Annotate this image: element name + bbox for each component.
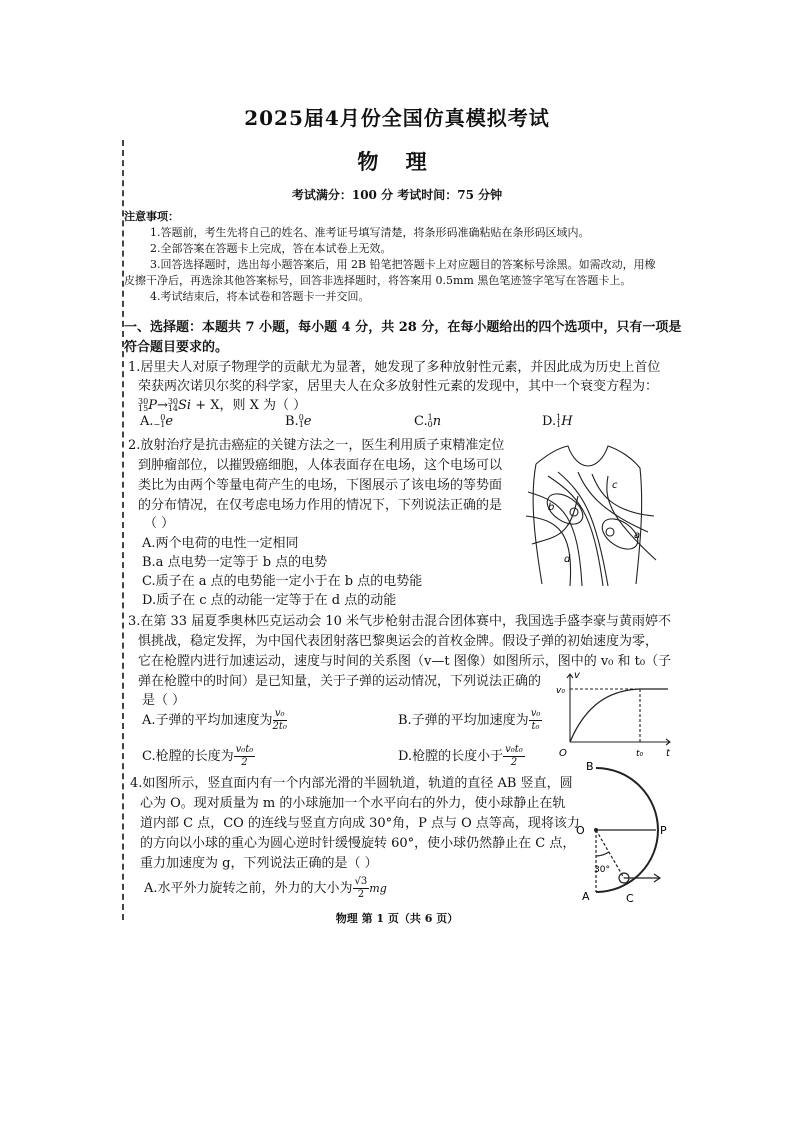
q3-stem: 惧挑战，稳定发挥，为中国代表团射落巴黎奥运会的首枚金牌。假设子弹的初始速度为零， [138, 634, 659, 649]
q1-option-c: C.1 0n [414, 413, 442, 429]
q1-equation: 30 15P→30 14Si + X，则 X 为（ ） [138, 397, 307, 413]
label-a: a [634, 530, 641, 541]
q4-option-a: A.水平外力旋转之前，外力的大小为 $\frac{√3}{2}$ mg [144, 876, 387, 900]
q4-stem: 4.如图所示，竖直面内有一个内部光滑的半圆轨道，轨道的直径 AB 竖直，圆 [130, 776, 573, 791]
q4-stem: 重力加速度为 g，下列说法正确的是（ ） [140, 856, 378, 871]
label-A: A [582, 890, 590, 903]
q2-stem: （ ） [144, 516, 175, 531]
q2-stem: 2.放射治疗是抗击癌症的关键方法之一，医生利用质子束精准定位 [128, 438, 505, 453]
q4-stem: 道内部 C 点，CO 的连线与竖直方向成 30°角，P 点与 O 点等高，现将该力 [140, 816, 580, 831]
label-B: B [586, 760, 594, 773]
q2-option-c: C.质子在 a 点的电势能一定小于在 b 点的电势能 [142, 574, 423, 589]
q3-stem: 3.在第 33 届夏季奥林匹克运动会 10 米气步枪射击混合团体赛中，我国选手盛李豪与黄雨婷不 [128, 614, 672, 629]
velocity-curve [570, 689, 668, 742]
note-item: 2.全部答案在答题卡上完成，答在本试卷上无效。 [150, 242, 392, 255]
label-C: C [626, 892, 634, 905]
t0-label: t₀ [636, 749, 644, 759]
label-O: O [576, 824, 585, 837]
q3-stem: 是（ ） [142, 693, 186, 708]
label-b: b [548, 502, 555, 513]
label-angle: 30° [594, 865, 610, 875]
q2-stem: 到肿瘤部位，以摧毁癌细胞，人体表面存在电场，这个电场可以 [138, 458, 503, 473]
notes-heading: 注意事项： [124, 210, 179, 223]
q1-option-a: A. 0 −1e [140, 413, 174, 429]
section-heading-cont: 符合题目要求的。 [124, 340, 229, 355]
origin-label: O [559, 748, 567, 759]
q3-option-d: D.枪膛的长度小于 $\frac{\text{v₀t₀}}{2}$ [398, 744, 523, 768]
exam-info: 考试满分：100 分 考试时间：75 分钟 [291, 188, 503, 202]
t-label: t [666, 748, 670, 759]
q2-stem: 类比为由两个等量电荷产生的电场，下图展示了该电场的等势面 [138, 478, 503, 493]
subject-title: 物 理 [357, 149, 437, 174]
q3-option-a: A.子弹的平均加速度为 $\frac{\text{v₀}}{\text{2t₀}}$ [142, 708, 287, 732]
q2-option-a: A.两个电荷的电性一定相同 [142, 536, 299, 551]
v0-label: v₀ [556, 686, 565, 696]
q2-equipotential-figure [508, 436, 664, 586]
q2-stem: 的分布情况，在仅考虑电场力作用的情况下，下列说法正确的是 [138, 498, 503, 513]
q2-option-d: D.质子在 c 点的动能一定等于在 d 点的动能 [142, 593, 397, 608]
q3-stem: 它在枪膛内进行加速运动，速度与时间的关系图（v—t 图像）如图所示，图中的 v₀ 和 t₀（子 [138, 654, 672, 669]
binding-dashed-line [122, 140, 124, 920]
label-P: P [660, 824, 667, 837]
q1-stem: 1.居里夫人对原子物理学的贡献尤为显著，她发现了多种放射性元素，并因此成为历史上首位 [128, 360, 661, 375]
q3-vt-graph [556, 668, 676, 760]
note-item: 4.考试结束后，将本试卷和答题卡一并交回。 [150, 290, 370, 303]
section-heading: 一、选择题：本题共 7 小题，每小题 4 分，共 28 分，在每小题给出的四个选项中，只有一项是 [124, 320, 682, 335]
label-c: c [612, 480, 618, 491]
q4-stem: 的方向以小球的重心为圆心逆时针缓慢旋转 60°，使小球仍然静止在 C 点， [140, 836, 576, 851]
label-d: d [564, 554, 571, 565]
q3-option-b: B.子弹的平均加速度为 $\frac{\text{v₀}}{\text{t₀}}$ [398, 708, 541, 732]
q1-option-d: D.1 1H [542, 413, 573, 429]
q1-stem: 荣获两次诺贝尔奖的科学家，居里夫人在众多放射性元素的发现中，其中一个衰变方程为： [138, 379, 659, 394]
v-label: v [574, 670, 580, 681]
note-item: 皮擦干净后，再选涂其他答案标号，回答非选择题时，将答案用 0.5mm 黑色笔迹签字笔写在答题卡上。 [124, 274, 632, 287]
q2-option-b: B.a 点电势一定等于 b 点的电势 [142, 555, 328, 570]
q4-stem: 心为 O。现对质量为 m 的小球施加一个水平向右的外力，使小球静止在轨 [140, 796, 566, 811]
q1-option-b: B.0 1e [285, 413, 312, 429]
page-footer: 物理 第 1 页（共 6 页） [335, 912, 459, 925]
note-item: 3.回答选择题时，选出每小题答案后，用 2B 铅笔把答题卡上对应题目的答案标号涂黑。如需改动，用橡 [150, 258, 656, 271]
q4-track-figure [572, 760, 676, 910]
q3-option-c: C.枪膛的长度为 $\frac{\text{v₀t₀}}{2}$ [142, 744, 254, 768]
note-item: 1.答题前，考生先将自己的姓名、准考证号填写清楚，将条形码准确粘贴在条形码区域内。 [150, 226, 590, 239]
q3-stem: 弹在枪膛中的时间）是已知量，关于子弹的运动情况，下列说法正确的 [138, 674, 542, 689]
exam-title: 2025届4月份全国仿真模拟考试 [244, 106, 550, 130]
